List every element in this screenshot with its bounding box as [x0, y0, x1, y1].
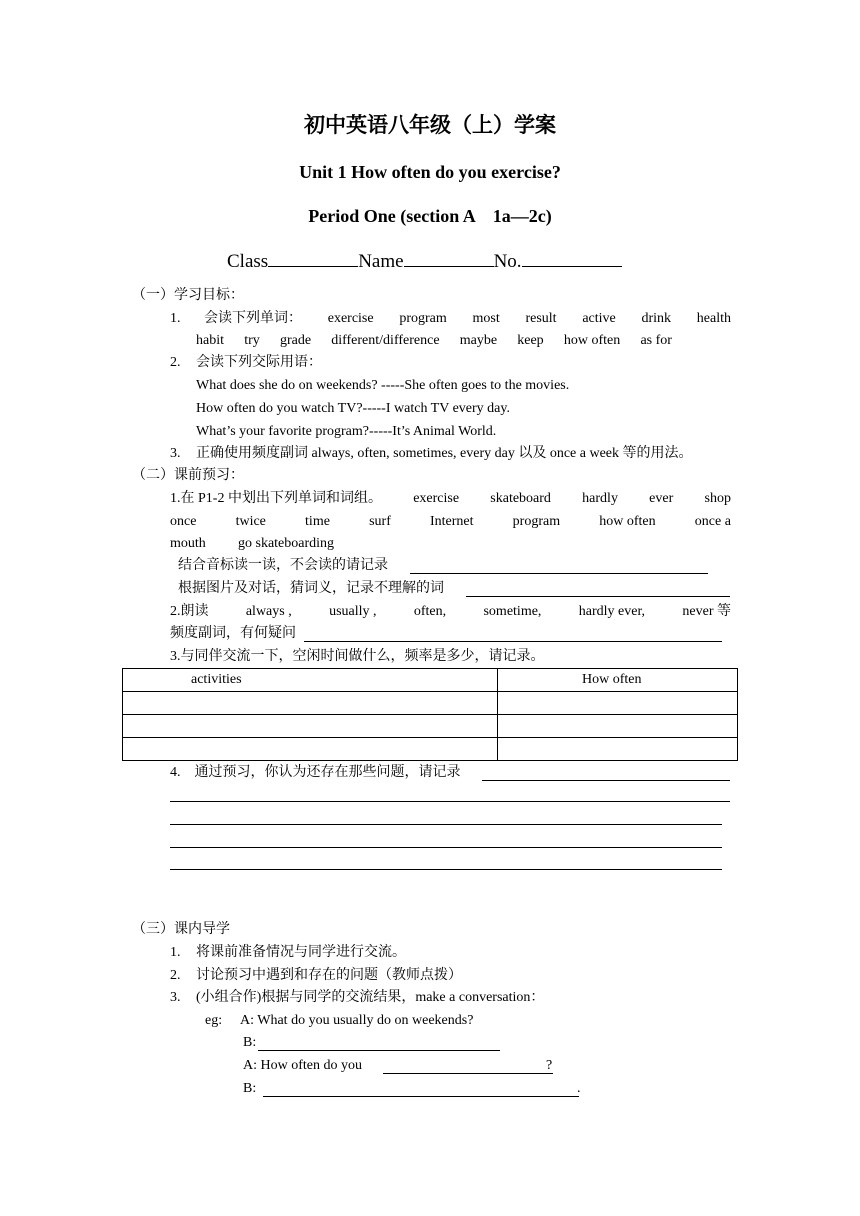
- writing-line[interactable]: [170, 869, 722, 870]
- eg-b1-blank[interactable]: [258, 1050, 500, 1051]
- item1-number: 1.: [170, 311, 181, 326]
- word: most: [472, 311, 500, 326]
- adverbs-question-blank[interactable]: [304, 641, 722, 642]
- guide-item-number: 3.: [170, 990, 181, 1005]
- period-title: Period One (section A 1a—2c): [308, 206, 552, 226]
- word: skateboard: [490, 491, 551, 506]
- adverb: sometime,: [483, 604, 542, 619]
- word: twice: [235, 514, 266, 529]
- table-row: [123, 692, 738, 715]
- read-aloud-label: 2.朗读: [170, 604, 209, 619]
- word: mouth: [170, 536, 206, 551]
- word: as for: [640, 333, 672, 348]
- word: once: [170, 514, 197, 529]
- activities-table: [122, 668, 738, 761]
- name-label: Name: [358, 251, 404, 272]
- adverb: never 等: [682, 604, 731, 619]
- word: surf: [369, 514, 391, 529]
- adverb: hardly ever,: [578, 604, 646, 619]
- guide-item-number: 1.: [170, 945, 181, 960]
- word: Internet: [430, 514, 474, 529]
- preview-row-2: [170, 514, 731, 531]
- header-how-often: How often: [498, 669, 738, 692]
- eg-a1: A: What do you usually do on weekends?: [240, 1013, 474, 1028]
- word: how often: [563, 333, 621, 348]
- how-often-cell[interactable]: [498, 738, 738, 761]
- section1-heading: （一）学习目标：: [132, 288, 244, 303]
- word: health: [696, 311, 731, 326]
- adverb: always ,: [245, 604, 292, 619]
- guide-item-text: 讨论预习中遇到和存在的问题（教师点拨）: [196, 968, 462, 983]
- word: keep: [517, 333, 544, 348]
- no-blank[interactable]: [522, 251, 622, 267]
- preview-row-1: [170, 491, 731, 508]
- adverbs-question-prompt: 频度副词，有何疑问: [170, 626, 296, 641]
- guide-item-text: 将课前准备情况与同学进行交流。: [196, 945, 406, 960]
- word: time: [305, 514, 330, 529]
- section2-heading: （二）课前预习：: [132, 468, 244, 483]
- word: habit: [196, 333, 224, 348]
- table-row: [123, 715, 738, 738]
- guess-record-blank[interactable]: [466, 596, 730, 597]
- writing-line[interactable]: [170, 824, 722, 825]
- table-row: [123, 738, 738, 761]
- word: program: [399, 311, 447, 326]
- writing-line[interactable]: [170, 801, 730, 802]
- item2-label: 会读下列交际用语：: [196, 355, 322, 370]
- item2-number: 2.: [170, 355, 181, 370]
- word: ever: [649, 491, 674, 506]
- how-often-cell[interactable]: [498, 715, 738, 738]
- eg-a2-blank[interactable]: [383, 1073, 553, 1074]
- word: try: [244, 333, 260, 348]
- phrase: What’s your favorite program?-----It’s Animal World.: [196, 424, 497, 439]
- phrase: What does she do on weekends? -----She often goes to the movies.: [196, 378, 570, 393]
- guide-item-number: 2.: [170, 968, 181, 983]
- item3-number: 3.: [170, 446, 181, 461]
- eg-label: eg:: [205, 1013, 223, 1028]
- word: shop: [704, 491, 731, 506]
- phrase: How often do you watch TV?-----I watch TV every day.: [196, 401, 510, 416]
- words-row-2: [196, 333, 672, 350]
- exchange-prompt: 3.与同伴交流一下，空闲时间做什么，频率是多少，请记录。: [170, 649, 545, 664]
- class-name-no-line: [227, 251, 622, 274]
- word: active: [582, 311, 616, 326]
- eg-b2: B:: [243, 1081, 257, 1096]
- table-header-row: [123, 669, 738, 692]
- item1-label: 会读下列单词：: [204, 311, 302, 326]
- adverb: usually ,: [329, 604, 377, 619]
- word: how often: [599, 514, 656, 529]
- eg-b2-blank[interactable]: [263, 1096, 579, 1097]
- section3-heading: （三）课内导学: [132, 922, 230, 937]
- eg-b1: B:: [243, 1035, 257, 1050]
- word: once a: [694, 514, 731, 529]
- no-label: No.: [493, 251, 522, 272]
- class-label: Class: [227, 251, 269, 272]
- activity-cell[interactable]: [123, 715, 498, 738]
- word: drink: [641, 311, 672, 326]
- item3-text: 正确使用频度副词 always, often, sometimes, every day 以及 once a week 等的用法。: [196, 446, 693, 461]
- guess-record-prompt: 根据图片及对话，猜词义，记录不理解的词: [178, 581, 444, 596]
- read-record-blank[interactable]: [410, 573, 708, 574]
- problems-prompt: 4. 通过预习，你认为还存在那些问题，请记录: [170, 765, 461, 780]
- word: exercise: [413, 491, 460, 506]
- activity-cell[interactable]: [123, 738, 498, 761]
- word: result: [525, 311, 557, 326]
- word: go skateboarding: [238, 536, 335, 551]
- header-activities: activities: [123, 669, 498, 692]
- eg-b2-end: .: [577, 1081, 581, 1096]
- word: exercise: [327, 311, 374, 326]
- words-row-1: [204, 311, 731, 328]
- class-blank[interactable]: [268, 251, 358, 267]
- writing-line[interactable]: [170, 847, 722, 848]
- eg-a2: A: How often do you: [243, 1058, 362, 1073]
- read-record-prompt: 结合音标读一读，不会读的请记录: [178, 558, 388, 573]
- word: grade: [279, 333, 312, 348]
- word: hardly: [582, 491, 618, 506]
- how-often-cell[interactable]: [498, 692, 738, 715]
- word: different/difference: [331, 333, 440, 348]
- unit-title: Unit 1 How often do you exercise?: [299, 162, 561, 182]
- page-title: 初中英语八年级（上）学案: [304, 113, 556, 137]
- preview-instruction: 1.在 P1-2 中划出下列单词和词组。: [170, 491, 382, 506]
- word: maybe: [459, 333, 498, 348]
- adverb: often,: [413, 604, 447, 619]
- guide-item-text: (小组合作)根据与同学的交流结果，make a conversation：: [196, 990, 545, 1005]
- activity-cell[interactable]: [123, 692, 498, 715]
- eg-a2-end: ?: [546, 1058, 553, 1073]
- adverbs-row: [170, 604, 731, 621]
- word: program: [512, 514, 561, 529]
- problems-blank[interactable]: [482, 780, 730, 781]
- name-blank[interactable]: [404, 251, 494, 267]
